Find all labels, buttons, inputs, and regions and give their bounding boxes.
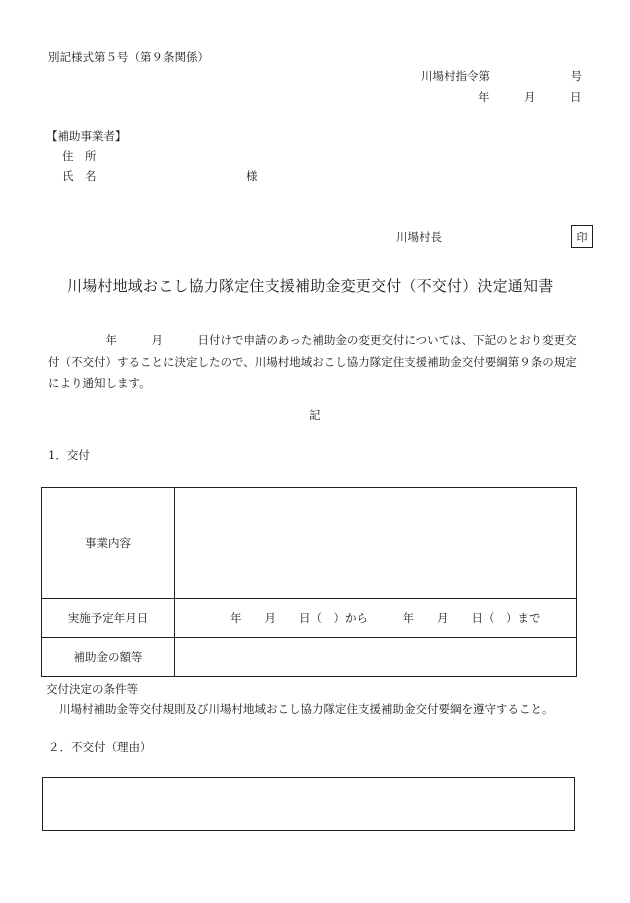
- row-schedule-value[interactable]: 年 月 日（ ）から 年 月 日（ ）まで: [230, 611, 541, 625]
- address-label: 住 所: [62, 149, 97, 163]
- row-project-content-value[interactable]: [175, 488, 576, 598]
- conditions-text: 川場村補助金等交付規則及び川場村地域おこし協力隊定住支援補助金交付要綱を遵守すること。: [59, 702, 554, 716]
- honorific: 様: [246, 169, 258, 183]
- body-line-3: により通知します。: [48, 376, 151, 390]
- body-line-2: 付（不交付）することに決定したので、川場村地域おこし協力隊定住支援補助金交付要綱第９条の規定: [48, 354, 577, 369]
- document-date: 年 月 日: [478, 90, 582, 104]
- row-project-content-label: 事業内容: [85, 536, 131, 550]
- row-amount-value[interactable]: [175, 638, 576, 676]
- refusal-reason-box[interactable]: [42, 777, 575, 831]
- sender-title: 川場村長: [396, 230, 442, 244]
- row-schedule-label: 実施予定年月日: [67, 611, 149, 625]
- name-label: 氏 名: [62, 169, 97, 183]
- section1-heading: 1．交付: [48, 448, 90, 462]
- body-line-1: 年 月 日付けで申請のあった補助金の変更交付については、下記のとおり変更交: [48, 333, 577, 347]
- seal-box: 印: [571, 225, 593, 248]
- document-title: 川場村地域おこし協力隊定住支援補助金変更交付（不交付）決定通知書: [67, 277, 554, 295]
- document-number: 川場村指令第 号: [421, 69, 582, 83]
- row-amount-label: 補助金の額等: [73, 650, 143, 664]
- conditions-label: 交付決定の条件等: [46, 682, 138, 696]
- form-label: 別記様式第５号（第９条関係）: [48, 50, 209, 64]
- section2-heading: ２．不交付（理由）: [48, 740, 152, 754]
- grant-table: [41, 487, 577, 677]
- ki-marker: 記: [309, 408, 321, 422]
- recipient-heading: 【補助事業者】: [46, 129, 127, 143]
- body-paragraph: [48, 330, 586, 395]
